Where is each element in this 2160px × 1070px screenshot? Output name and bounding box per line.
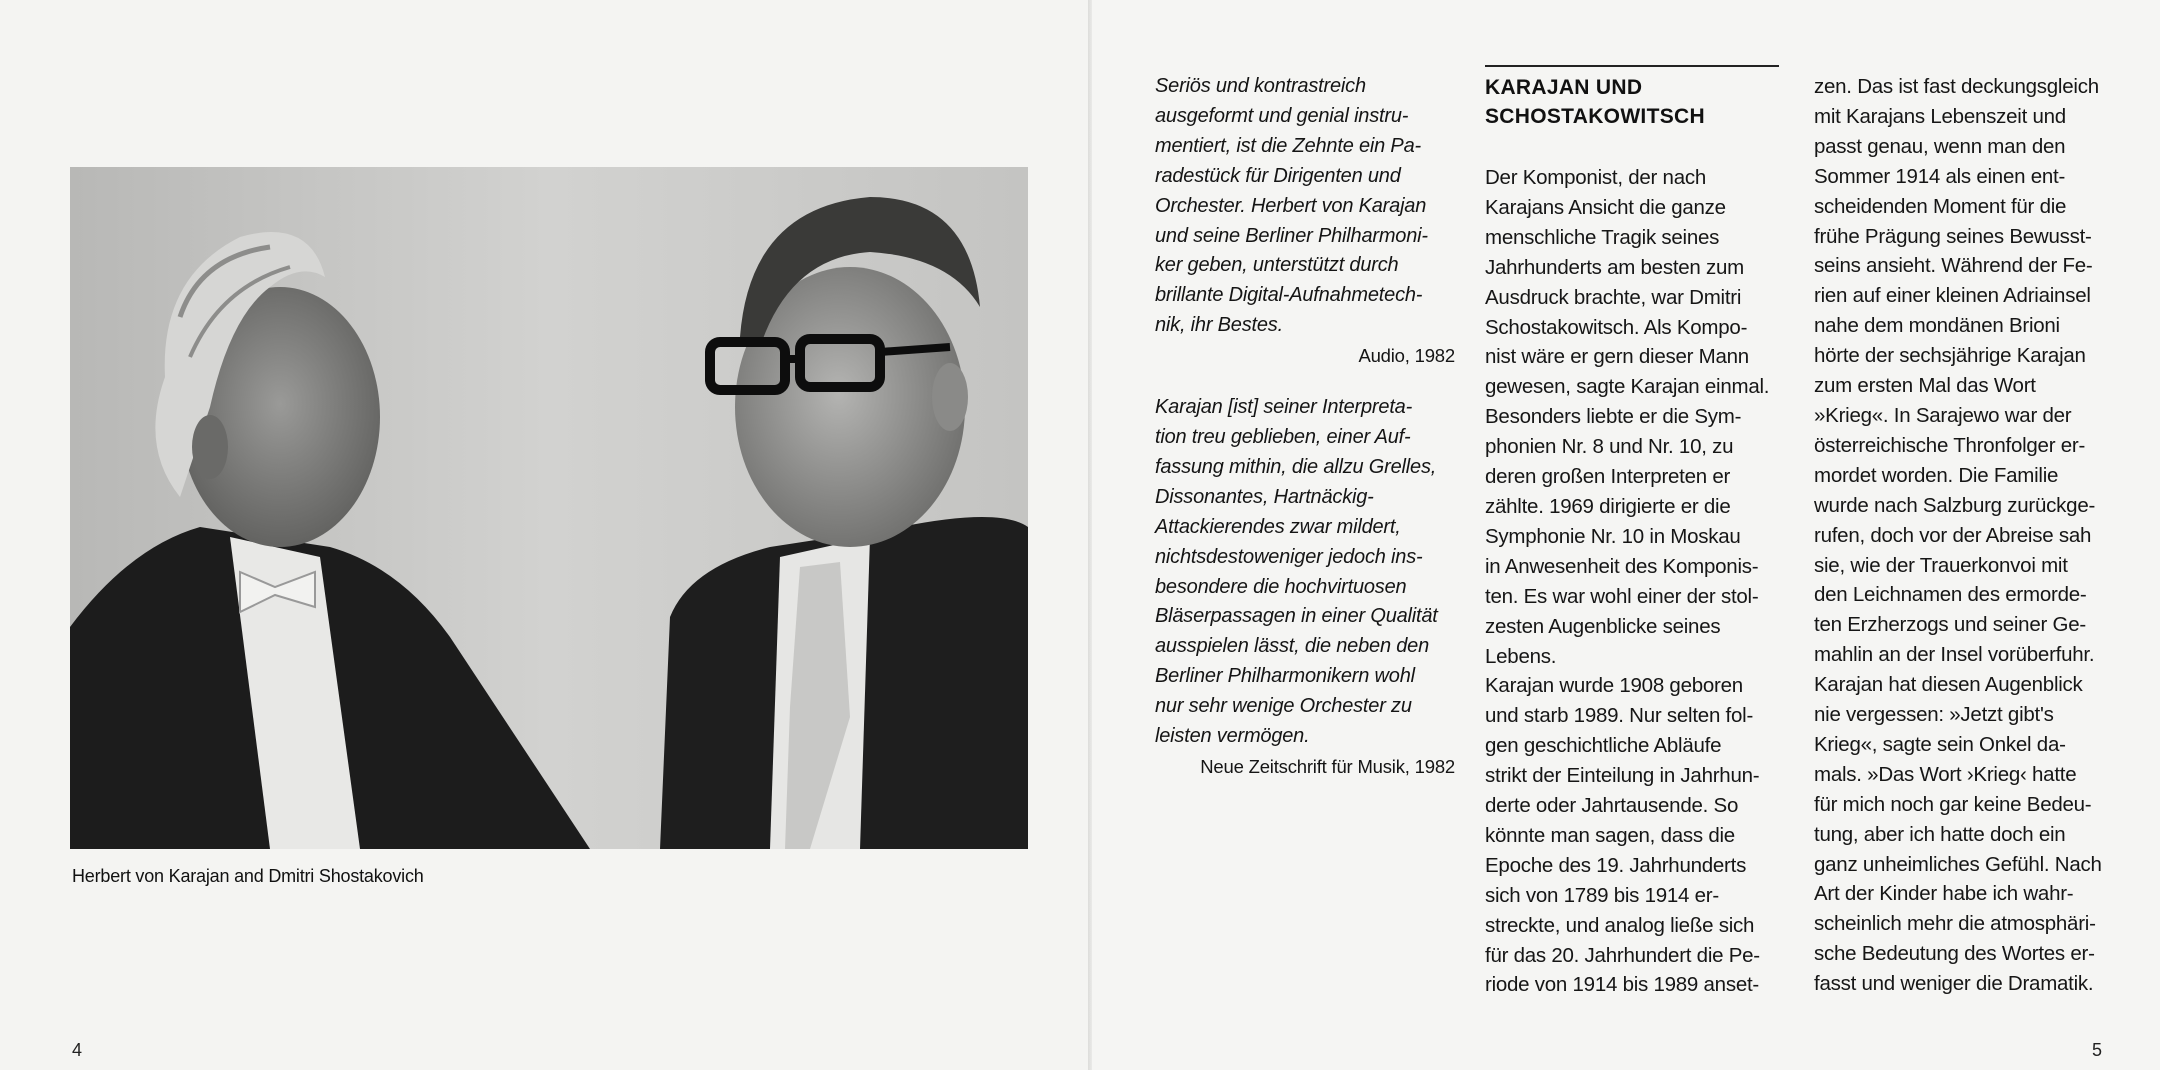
body-line: sie, wie der Trauerkonvoi mit [1814, 553, 2068, 577]
quote-line: Attackierendes zwar mildert, [1155, 515, 1401, 538]
body-line: Ausdruck brachte, war Dmitri [1485, 285, 1742, 309]
body-line: zesten Augenblicke seines [1485, 614, 1721, 638]
body-line: hörte der sechsjährige Karajan [1814, 344, 2086, 368]
quote-line: und seine Berliner Philharmoni- [1155, 224, 1428, 247]
body-line: streckte, und analog ließe sich [1485, 913, 1755, 937]
body-line: sche Bedeutung des Wortes er- [1814, 942, 2095, 966]
body-line: Jahrhunderts am besten zum [1485, 255, 1744, 279]
body-line: Besonders liebte er die Sym- [1485, 405, 1742, 429]
quote-line: Karajan [ist] seiner Interpreta- [1155, 396, 1413, 419]
quote-line: nichtsdestoweniger jedoch ins- [1155, 545, 1423, 568]
body-line: derte oder Jahrtausende. So [1485, 794, 1739, 818]
body-line: rien auf einer kleinen Adriainsel [1814, 284, 2091, 308]
body-line: frühe Prägung seines Bewusst- [1814, 224, 2092, 248]
page-number-right: 5 [2092, 1040, 2103, 1060]
body-line: phonien Nr. 8 und Nr. 10, zu [1485, 435, 1734, 459]
body-line: strikt der Einteilung in Jahrhun- [1485, 764, 1760, 788]
body-line: passt genau, wenn man den [1814, 134, 2066, 158]
body-line: nist wäre er gern dieser Mann [1485, 345, 1749, 369]
quote-line: Dissonantes, Hartnäckig- [1155, 485, 1374, 508]
photo-caption: Herbert von Karajan and Dmitri Shostakovich [72, 866, 424, 886]
body-line: sich von 1789 bis 1914 er- [1485, 883, 1719, 907]
body-line: »Krieg«. In Sarajewo war der [1814, 403, 2072, 427]
quote-line: nur sehr wenige Orchester zu [1155, 695, 1412, 718]
body-line: Karajan wurde 1908 geboren [1485, 674, 1743, 698]
body-paragraph [1814, 72, 2114, 999]
quote-1 [1155, 72, 1455, 341]
body-line: Lebens. [1485, 644, 1557, 668]
body-line: mordet worden. Die Familie [1814, 463, 2059, 487]
body-line: in Anwesenheit des Komponis- [1485, 554, 1759, 578]
body-line: Der Komponist, der nach [1485, 166, 1707, 189]
body-line: riode von 1914 bis 1989 anset- [1485, 973, 1760, 997]
body-line: für mich noch gar keine Bedeu- [1814, 792, 2092, 816]
quote-line: tion treu geblieben, einer Auf- [1155, 425, 1411, 448]
body-line: Karajans Ansicht die ganze [1485, 195, 1726, 219]
photo-illustration [70, 167, 1028, 849]
body-line: deren großen Interpreten er [1485, 465, 1731, 489]
quote-line: radestück für Dirigenten und [1155, 164, 1401, 187]
body-line: wurde nach Salzburg zurückge- [1814, 493, 2096, 517]
body-line: rufen, doch vor der Abreise sah [1814, 523, 2092, 547]
body-line: nahe dem mondänen Brioni [1814, 314, 2060, 338]
quote-line: ausspielen lässt, die neben den [1155, 635, 1430, 658]
body-line: Schostakowitsch. Als Kompo- [1485, 315, 1748, 339]
body-line: den Leichnamen des ermorde- [1814, 583, 2087, 607]
body-line: fasst und weniger die Dramatik. [1814, 972, 2094, 996]
body-line: Art der Kinder habe ich wahr- [1814, 882, 2074, 906]
body-line: zählte. 1969 dirigierte er die [1485, 494, 1731, 518]
body-line: zen. Das ist fast deckungsgleich [1814, 75, 2099, 98]
body-column-2 [1814, 72, 2114, 999]
heading-line: KARAJAN UND [1485, 76, 1643, 99]
quote-line: nik, ihr Bestes. [1155, 314, 1283, 337]
body-line: Sommer 1914 als einen ent- [1814, 164, 2066, 188]
body-line: zum ersten Mal das Wort [1814, 374, 2036, 398]
body-line: Epoche des 19. Jahrhunderts [1485, 853, 1747, 877]
body-line: für das 20. Jahrhundert die Pe- [1485, 943, 1760, 967]
photograph [70, 167, 1028, 849]
body-line: Karajan hat diesen Augenblick [1814, 673, 2083, 697]
body-line: scheidenden Moment für die [1814, 194, 2067, 218]
body-line: tung, aber ich hatte doch ein [1814, 822, 2066, 846]
body-line: und starb 1989. Nur selten fol- [1485, 704, 1754, 728]
body-line: mit Karajans Lebenszeit und [1814, 104, 2066, 128]
body-line: österreichische Thronfolger er- [1814, 433, 2086, 457]
body-line: seins ansieht. Während der Fe- [1814, 254, 2093, 278]
body-line: nie vergessen: »Jetzt gibt's [1814, 703, 2054, 727]
body-line: ganz unheimliches Gefühl. Nach [1814, 852, 2102, 876]
body-line: Krieg«, sagte sein Onkel da- [1814, 732, 2066, 756]
quote-line: ausgeformt und genial instru- [1155, 104, 1409, 127]
quote-line: mentiert, ist die Zehnte ein Pa- [1155, 134, 1421, 157]
heading-rule [1485, 65, 1779, 67]
quote-line: ker geben, unterstützt durch [1155, 254, 1399, 277]
press-quotes-column [1155, 72, 1455, 782]
quote-2 [1155, 393, 1455, 752]
quote-1-source: Audio, 1982 [1358, 345, 1455, 367]
body-column-1 [1485, 163, 1777, 1000]
quote-line: Orchester. Herbert von Karajan [1155, 194, 1427, 217]
section-heading [1485, 73, 1705, 131]
heading-line: SCHOSTAKOWITSCH [1485, 105, 1705, 128]
body-line: scheinlich mehr die atmosphäri- [1814, 912, 2096, 936]
quote-line: besondere die hochvirtuosen [1155, 575, 1407, 598]
quote-line: fassung mithin, die allzu Grelles, [1155, 455, 1437, 478]
quote-line: Seriös und kontrastreich [1155, 75, 1366, 97]
body-line: menschliche Tragik seines [1485, 225, 1720, 249]
quote-line: brillante Digital-Aufnahmetech- [1155, 284, 1423, 307]
quote-2-source: Neue Zeitschrift für Musik, 1982 [1200, 755, 1455, 777]
quote-line: Bläserpassagen in einer Qualität [1155, 605, 1438, 628]
body-line: mahlin an der Insel vorüberfuhr. [1814, 643, 2095, 667]
quote-line: Berliner Philharmonikern wohl [1155, 665, 1415, 688]
page-number-left: 4 [72, 1040, 83, 1060]
body-line: Symphonie Nr. 10 in Moskau [1485, 524, 1741, 548]
body-line: ten Erzherzogs und seiner Ge- [1814, 613, 2086, 637]
quote-line: leisten vermögen. [1155, 725, 1310, 748]
body-line: könnte man sagen, dass die [1485, 823, 1735, 847]
body-line: ten. Es war wohl einer der stol- [1485, 584, 1759, 608]
body-paragraph [1485, 163, 1777, 1000]
body-line: mals. »Das Wort ›Krieg‹ hatte [1814, 762, 2077, 786]
body-line: gen geschichtliche Abläufe [1485, 734, 1722, 758]
body-line: gewesen, sagte Karajan einmal. [1485, 375, 1770, 399]
